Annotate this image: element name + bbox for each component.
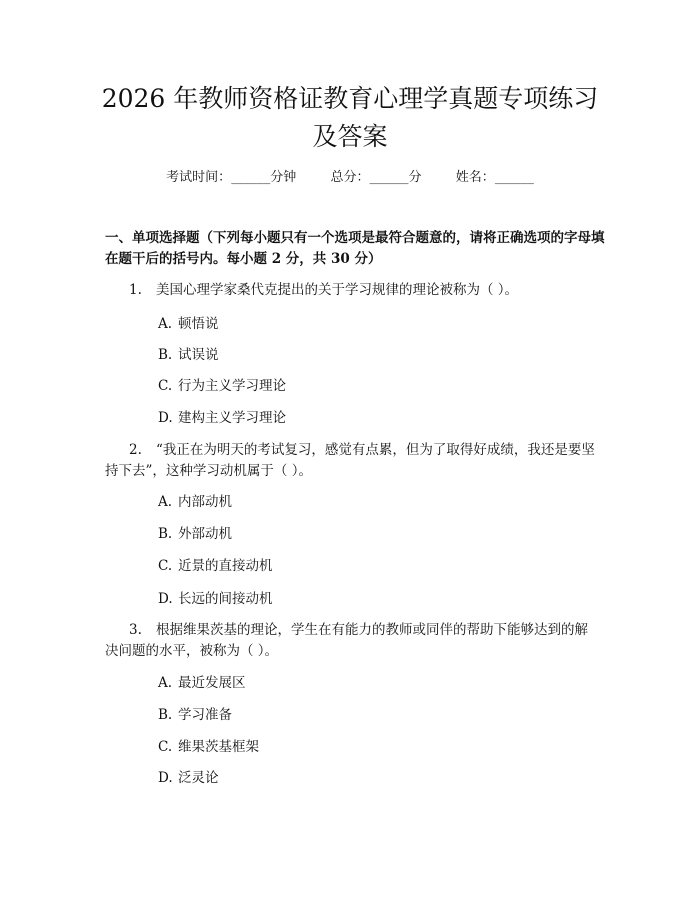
- name-label: 姓名：: [455, 170, 495, 185]
- option-text: 行为主义学习理论: [178, 378, 286, 394]
- score-label: 总分：: [330, 170, 370, 185]
- option-2-d: [158, 589, 588, 609]
- option-2-a: [158, 492, 588, 512]
- option-3-d: [158, 768, 588, 788]
- time-blank: ______: [231, 170, 271, 185]
- question-text: 根据维果茨基的理论，学生在有能力的教师或同伴的帮助下能够达到的解决问题的水平，被称为（ ）。: [105, 622, 588, 659]
- question-1: [105, 280, 600, 301]
- option-1-d: [158, 408, 588, 428]
- question-number: 2.: [129, 442, 142, 458]
- score-blank: ______: [369, 170, 409, 185]
- option-letter: B.: [158, 526, 173, 542]
- option-2-c: [158, 556, 588, 576]
- option-1-a: [158, 314, 588, 334]
- option-3-b: [158, 705, 588, 725]
- option-letter: D.: [158, 770, 173, 786]
- exam-meta: [0, 168, 700, 188]
- option-text: 学习准备: [178, 707, 232, 723]
- option-1-b: [158, 345, 588, 365]
- option-text: 维果茨基框架: [178, 739, 259, 755]
- question-text: 美国心理学家桑代克提出的关于学习规律的理论被称为（ ）。: [156, 282, 519, 298]
- option-text: 最近发展区: [178, 675, 246, 691]
- option-letter: C.: [158, 378, 173, 394]
- option-letter: B.: [158, 707, 173, 723]
- document-title: [80, 80, 620, 156]
- option-letter: D.: [158, 410, 173, 426]
- option-letter: A.: [158, 316, 173, 332]
- name-blank: ______: [494, 170, 534, 185]
- option-1-c: [158, 376, 588, 396]
- option-text: 近景的直接动机: [178, 558, 273, 574]
- score-unit: 分: [408, 170, 422, 185]
- option-letter: A.: [158, 494, 173, 510]
- option-text: 外部动机: [178, 526, 232, 542]
- option-text: 顿悟说: [178, 316, 219, 332]
- option-2-b: [158, 524, 588, 544]
- option-letter: C.: [158, 558, 173, 574]
- option-text: 泛灵论: [178, 770, 219, 786]
- question-3: [105, 620, 600, 662]
- option-text: 内部动机: [178, 494, 232, 510]
- option-text: 建构主义学习理论: [178, 410, 286, 426]
- option-letter: B.: [158, 347, 173, 363]
- option-letter: C.: [158, 739, 173, 755]
- option-text: 试误说: [178, 347, 219, 363]
- option-text: 长远的间接动机: [178, 591, 273, 607]
- option-3-c: [158, 737, 588, 757]
- question-number: 1.: [129, 282, 142, 298]
- title-line-2: 及答案: [312, 122, 388, 151]
- section-title: 一、单项选择题（下列每小题只有一个选项是最符合题意的，请将正确选项的字母填在题干后的括号内。每小题 2 分，共 30 分）: [105, 230, 605, 267]
- title-line-1: 2026 年教师资格证教育心理学真题专项练习: [101, 84, 599, 113]
- question-number: 3.: [129, 622, 142, 638]
- option-letter: D.: [158, 591, 173, 607]
- time-unit: 分钟: [270, 170, 297, 185]
- question-2: [105, 440, 600, 482]
- option-3-a: [158, 673, 588, 693]
- time-label: 考试时间：: [166, 170, 232, 185]
- option-letter: A.: [158, 675, 173, 691]
- question-text: “我正在为明天的考试复习，感觉有点累，但为了取得好成绩，我还是要坚持下去”，这种学习动机属于（ ）。: [105, 442, 595, 479]
